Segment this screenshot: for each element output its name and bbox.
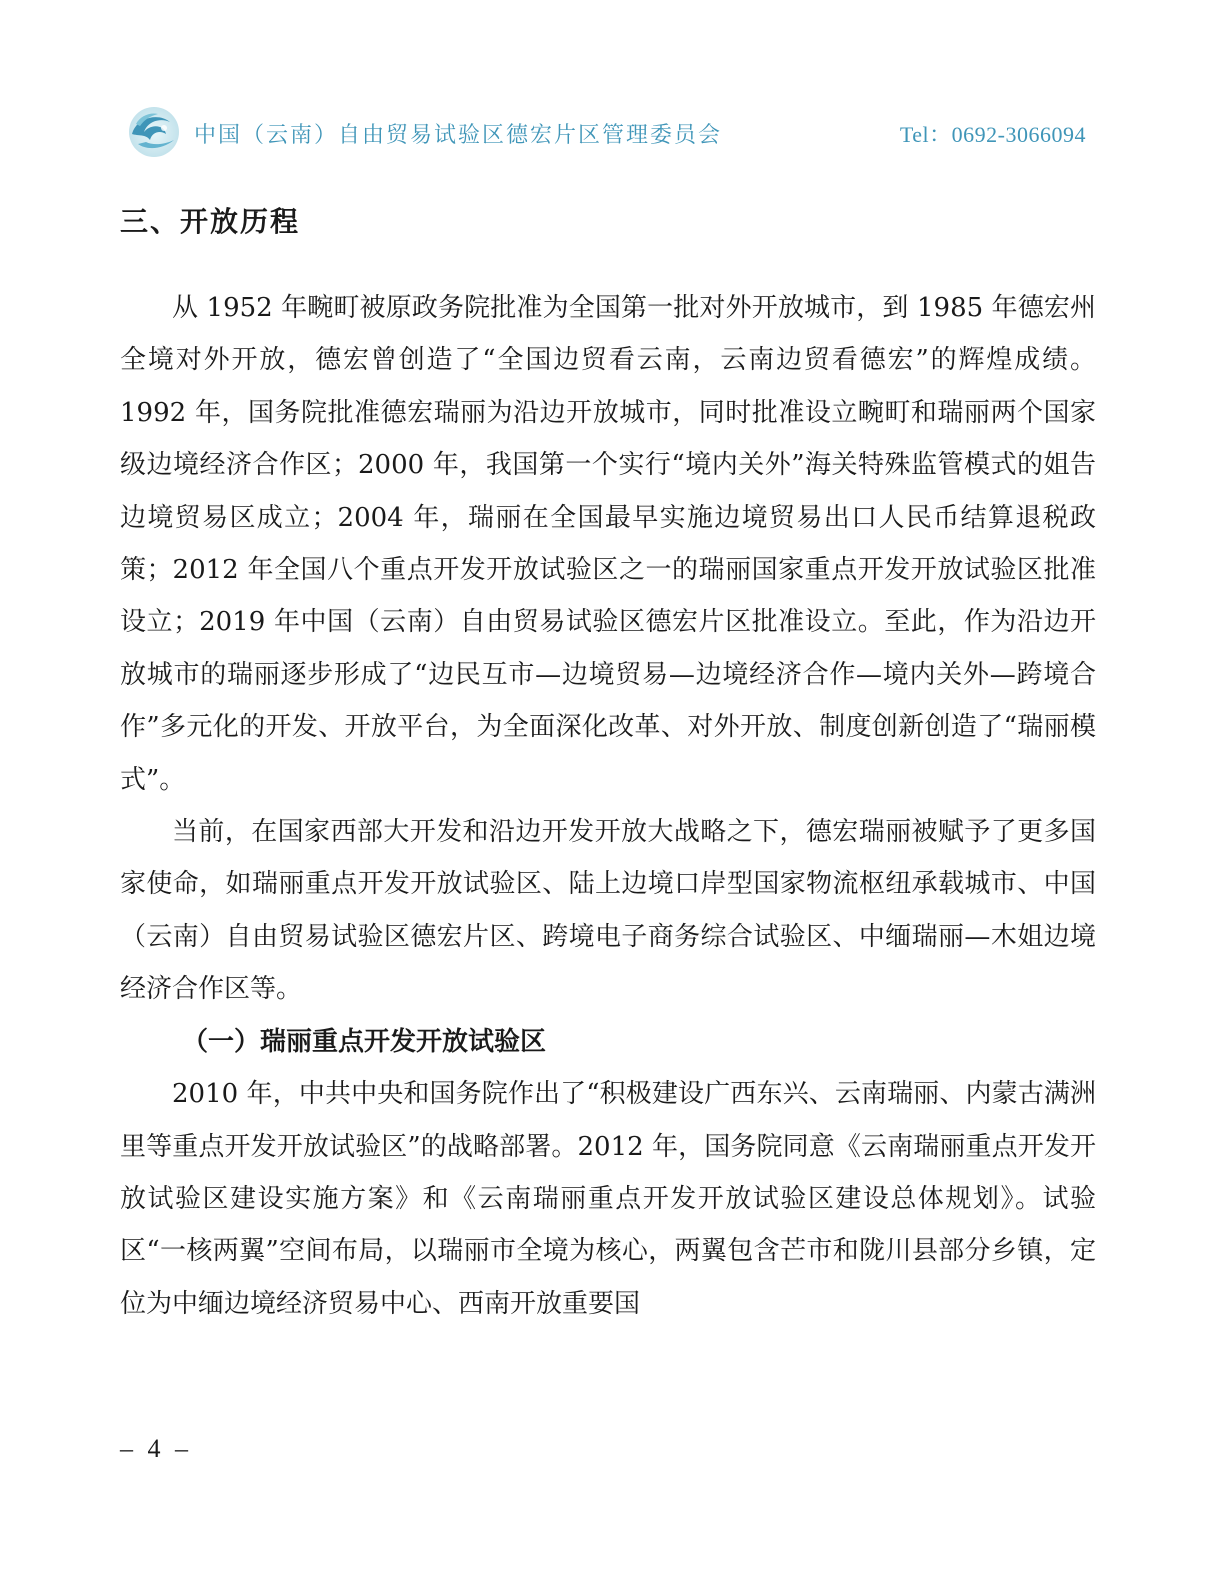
telephone-number: Tel：0692-3066094 <box>899 122 1086 147</box>
swirl-wave-logo-icon <box>124 104 184 160</box>
paragraph: 从 1952 年畹町被原政务院批准为全国第一批对外开放城市，到 1985 年德宏州全境对外开放，德宏曾创造了“全国边贸看云南，云南边贸看德宏”的辉煌成绩。1992 年，国务院批准德宏瑞丽为沿边开放城市，同时批准设立畹町和瑞丽两个国家级边境经济合作区；2000 年，我国第一个实行“境内关外”海关特殊监管模式的姐告边境贸易区成立；2004 年，瑞丽在全国最早实施边境贸易出口人民币结算退税政策；2012 年全国八个重点开发开放试验区之一的瑞丽国家重点开发开放试验区批准设立；2019 年中国（云南）自由贸易试验区德宏片区批准设立。至此，作为沿边开放城市的瑞丽逐步形成了“边民互市—边境贸易—边境经济合作—境内关外—跨境合作”多元化的开发、开放平台，为全面深化改革、对外开放、制度创新创造了“瑞丽模式”。 <box>120 293 1096 795</box>
document-body <box>120 282 1096 1330</box>
section-heading: 三、开放历程 <box>120 205 301 238</box>
paragraph: 2010 年，中共中央和国务院作出了“积极建设广西东兴、云南瑞丽、内蒙古满洲里等重点开发开放试验区”的战略部署。2012 年，国务院同意《云南瑞丽重点开发开放试验区建设实施方案》和《云南瑞丽重点开发开放试验区建设总体规划》。试验区“一核两翼”空间布局，以瑞丽市全境为核心，两翼包含芒市和陇川县部分乡镇，定位为中缅边境经济贸易中心、西南开放重要国 <box>120 1079 1096 1319</box>
page-header <box>124 104 1086 160</box>
page-number: – 4 – <box>120 1434 192 1463</box>
paragraph: 当前，在国家西部大开发和沿边开发开放大战略之下，德宏瑞丽被赋予了更多国家使命，如瑞丽重点开发开放试验区、陆上边境口岸型国家物流枢纽承载城市、中国（云南）自由贸易试验区德宏片区、跨境电子商务综合试验区、中缅瑞丽—木姐边境经济合作区等。 <box>120 817 1096 1005</box>
subsection-heading: （一）瑞丽重点开发开放试验区 <box>182 1026 547 1057</box>
organization-name: 中国（云南）自由贸易试验区德宏片区管理委员会 <box>194 123 723 148</box>
